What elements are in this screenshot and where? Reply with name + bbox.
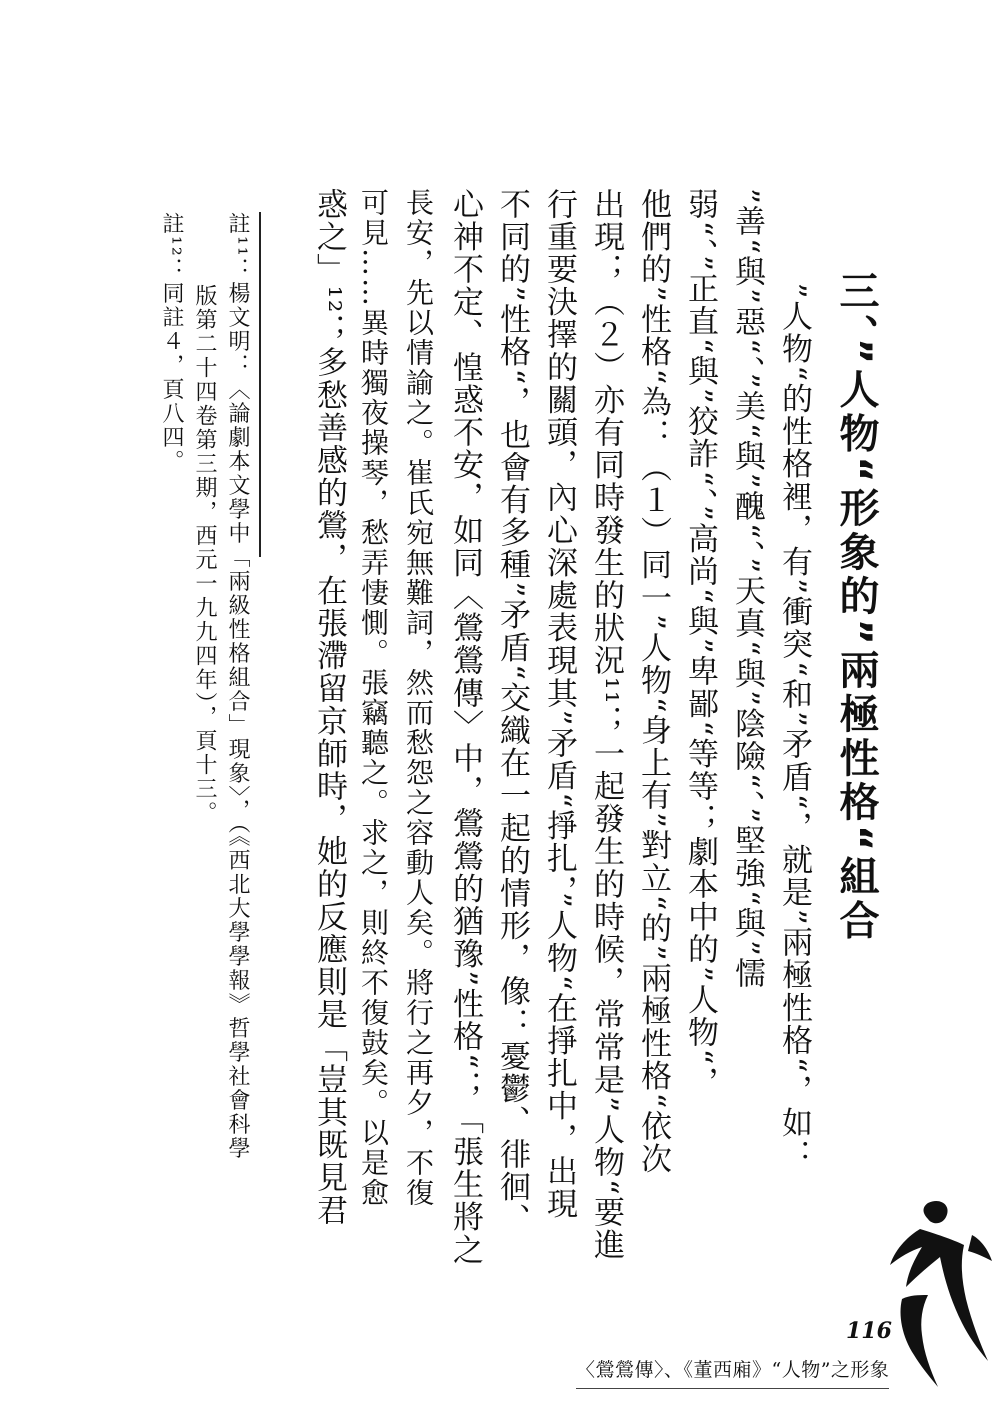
footnote-line: 版第二十四卷第三期，西元一九九四年），頁十三。 [192, 212, 217, 825]
body-line: 行重要決擇的關頭，內心深處表現其”矛盾“掙扎，”人物“在掙扎中，出現 [541, 188, 577, 1221]
body-line: ”人物“的性格裡，有”衝突“和”矛盾“，就是”兩極性格“，如： [776, 250, 812, 1172]
body-line: 惑之」¹²；多愁善感的鶯，在張滯留京師時，她的反應則是「豈其既見君 [311, 188, 347, 1227]
page-number: 116 [846, 1318, 892, 1344]
running-footer: 〈鶯鶯傳〉、《董西廂》“人物”之形象 [576, 1355, 889, 1389]
footnote-line: 註¹²：同註４，頁八四。 [159, 212, 184, 474]
body-line: 弱“、”正直“與”狡詐“、”高尚“與”卑鄙“等等；劇本中的”人物“， [682, 188, 718, 1099]
body-line: 心神不定、惶惑不安，如同〈鶯鶯傳〉中，鶯鶯的猶豫”性格“；「張生將之 [447, 188, 483, 1267]
body-line: ”善“與”惡“、”美“與”醜“、”天真“與”陰險“、”堅強“與”懦 [729, 188, 765, 991]
footnote-line: 註¹¹：楊文明：〈論劇本文學中「兩級性格組合」現象〉，（《西北大學學報》哲學社會科學 [225, 212, 250, 1161]
body-line: 長安，先以情諭之。崔氏宛無難詞，然而愁怨之容動人矣。將行之再夕，不復 [402, 188, 435, 1208]
body-line: 出現；（２）亦有同時發生的狀況¹¹；一起發生的時候，常常是”人物“要進 [588, 188, 624, 1262]
body-line: 不同的”性格“，也會有多種”矛盾“交織在一起的情形，像：憂鬱、徘徊、 [494, 188, 530, 1236]
footnote-divider [259, 212, 261, 557]
section-heading: 三、”人物“形象的”兩極性格“組合 [833, 270, 879, 944]
body-line: 他們的”性格“為：（１）同一”人物“身上有”對立“的”兩極性格“依次 [635, 188, 671, 1176]
brush-figure-icon [880, 1195, 998, 1395]
body-line: 可見……異時獨夜操琴，愁弄悽惻。張竊聽之。求之，則終不復鼓矣。以是愈 [357, 188, 390, 1208]
